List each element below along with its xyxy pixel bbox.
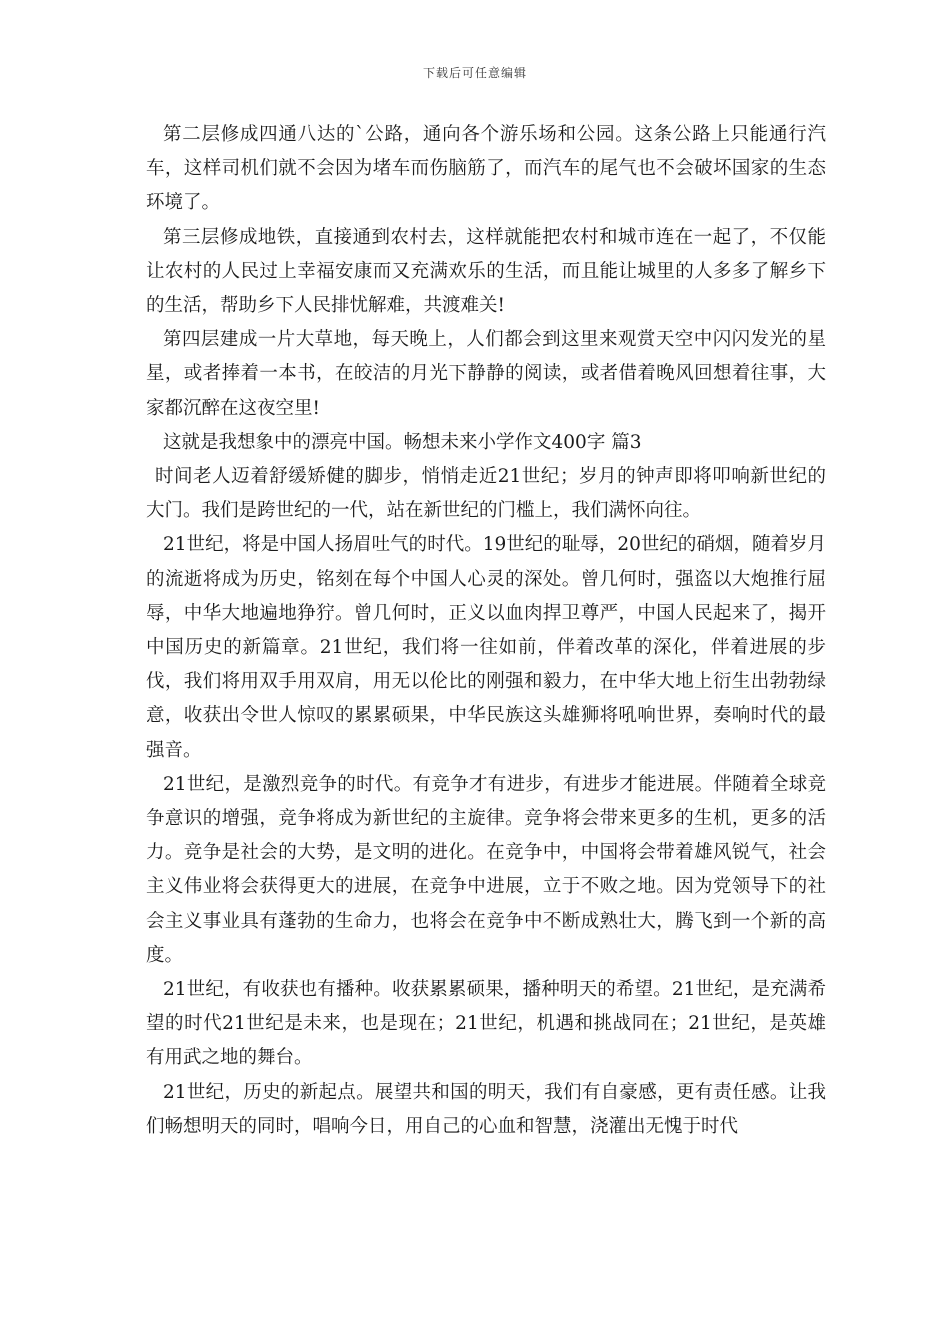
paragraph-century-new-start: 21世纪，历史的新起点。展望共和国的明天，我们有自豪感，更有责任感。让我们畅想明天的同时，唱响今日，用自己的心血和智慧，浇灌出无愧于时代: [146, 1081, 826, 1137]
paragraph-fourth-layer: 第四层建成一片大草地，每天晚上，人们都会到这里来观赏天空中闪闪发光的星星，或者捧着一本书，在皎洁的月光下静静的阅读，或者借着晚风回想着往事，大家都沉醉在这夜空里!: [146, 329, 826, 419]
paragraph-century-pride: 21世纪，将是中国人扬眉吐气的时代。19世纪的耻辱，20世纪的硝烟，随着岁月的流逝将成为历史，铭刻在每个中国人心灵的深处。曾几何时，强盗以大炮推行屈辱，中华大地遍地狰狞。曾几何时，正义以血肉捍卫尊严，中国人民起来了，揭开中国历史的新篇章。21世纪，我们将一往如前，伴着改革的深化，伴着进展的步伐，我们将用双手用双肩，用无以伦比的刚强和毅力，在中华大地上衍生出勃勃绿意，收获出令世人惊叹的累累硕果，中华民族这头雄狮将吼响世界，奏响时代的最强音。: [146, 534, 826, 761]
page-header: 下载后可任意编辑: [422, 66, 527, 80]
paragraph-section-heading: 这就是我想象中的漂亮中国。畅想未来小学作文400字 篇3: [163, 431, 642, 453]
paragraph-century-competition: 21世纪，是激烈竞争的时代。有竞争才有进步，有进步才能进展。伴随着全球竞争意识的增强，竞争将成为新世纪的主旋律。竞争将会带来更多的生机，更多的活力。竞争是社会的大势，是文明的进化。在竞争中，中国将会带着雄风锐气，社会主义伟业将会获得更大的进展，在竞争中进展，立于不败之地。因为党领导下的社会主义事业具有蓬勃的生命力，也将会在竞争中不断成熟壮大，腾飞到一个新的高度。: [146, 773, 826, 966]
paragraph-time-elder: 时间老人迈着舒缓矫健的脚步，悄悄走近21世纪；岁月的钟声即将叩响新世纪的大门。我们是跨世纪的一代，站在新世纪的门槛上，我们满怀向往。: [146, 466, 826, 522]
paragraph-second-layer: 第二层修成四通八达的`公路，通向各个游乐场和公园。这条公路上只能通行汽车，这样司机们就不会因为堵车而伤脑筋了，而汽车的尾气也不会破坏国家的生态环境了。: [146, 124, 826, 214]
paragraph-century-harvest: 21世纪，有收获也有播种。收获累累硕果，播种明天的希望。21世纪，是充满希望的时代21世纪是未来，也是现在；21世纪，机遇和挑战同在；21世纪，是英雄有用武之地的舞台。: [146, 979, 826, 1069]
document-body: [146, 118, 826, 1144]
paragraph-third-layer: 第三层修成地铁，直接通到农村去，这样就能把农村和城市连在一起了，不仅能让农村的人民过上幸福安康而又充满欢乐的生活，而且能让城里的人多多了解乡下的生活，帮助乡下人民排忧解难，共渡难关!: [146, 226, 826, 317]
